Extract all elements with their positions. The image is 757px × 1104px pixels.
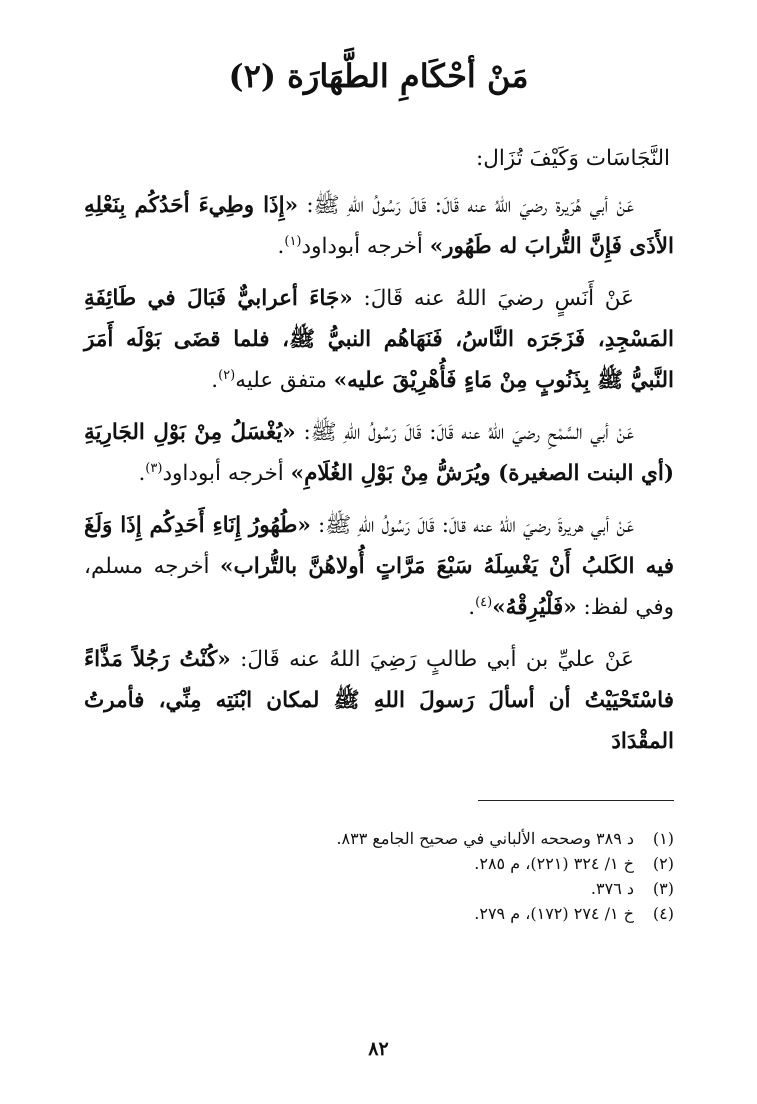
footnote-item — [84, 876, 674, 901]
footnotes — [84, 826, 674, 926]
hadith-text: «جَاءَ أعرابيٌّ فَبَالَ في طَائِفَةِ المَسْجِدِ، فَزَجَرَه النَّاسُ، فَنَهَاهُم النبيُّ ﷺ، فلما قضَى بَوْلَه أَمَرَ النَّبيُّ ﷺ بِذَنُوبٍ مِنْ مَاءٍ فَأُهْرِيْقَ عليه» — [84, 286, 674, 393]
footnote-ref: (٣) — [145, 460, 163, 476]
footnote-text: خ ١/ ٣٢٤ (٢٢١)، م ٢٨٥. — [474, 854, 634, 873]
narration: عَنْ أبي هريرةَ رضيَ اللهُ عنه قالَ: قَالَ رَسُولُ اللهِ ﷺ: — [310, 513, 635, 538]
footnote-item — [84, 851, 674, 876]
footnote-number: (٢) — [652, 854, 674, 873]
paragraph-3: عَنْ أبي السَّمْحِ رضيَ اللهُ عنه قَالَ: قَالَ رَسُولُ اللهِ ﷺ: «يُغْسَلُ مِنْ بَوْلِ الجَارِيَةِ (أي البنت الصغيرة) ويُرَشُّ مِنْ بَوْلِ الغُلَامِ» أخرجه أبوداود$^{(٣)}$. — [84, 420, 674, 486]
paragraph-4: عَنْ أبي هريرةَ رضيَ اللهُ عنه قالَ: قَالَ رَسُولُ اللهِ ﷺ: «طُهُورُ إِنَاءِ أَحَدِكُم إِذَا وَلَغَ فيه الكَلبُ أَنْ يَغْسِلَهُ سَبْعَ مَرَّاتٍ أُولاهُنَّ بالتُّراب» أخرجه مسلم، وفي لفظ: «فَلْيُرِقْهُ»$^{(٤)}$. — [84, 513, 674, 620]
footnote-text: خ ١/ ٢٧٤ (١٧٢)، م ٢٧٩. — [474, 904, 634, 923]
main-text — [84, 138, 674, 773]
footnote-item — [84, 826, 674, 851]
footnote-ref: (١) — [284, 233, 302, 249]
footnote-text: د ٣٧٦. — [590, 879, 634, 898]
hadith-text: «يُغْسَلُ مِنْ بَوْلِ الجَارِيَةِ (أي البنت الصغيرة) ويُرَشُّ مِنْ بَوْلِ الغُلَامِ» — [84, 420, 674, 486]
footnote-number: (١) — [652, 829, 674, 848]
footnote-text: د ٣٨٩ وصححه الألباني في صحيح الجامع ٨٣٣. — [336, 829, 634, 848]
section-subheading: النَّجَاسَات وَكَيْفَ تُزَال: — [476, 146, 670, 171]
footnote-item — [84, 901, 674, 926]
footnote-ref: (٤) — [475, 594, 493, 610]
narration: عَنْ أَنَسٍ رضيَ اللهُ عنه قَالَ: — [352, 286, 634, 311]
page-title: مَنْ أحْكَامِ الطَّهَارَة (٢) — [228, 57, 529, 95]
hadith-text: «كُنْتُ رَجُلاً مَذَّاءً فاسْتَحْيَيْتُ أن أسألَ رَسولَ اللهِ ﷺ لمكان ابْنَتِه مِنِّي، فأمرتُ المقْدَادَ — [84, 647, 674, 754]
hadith-text: «إِذَا وطِيءَ أحَدُكُم بِنَعْلِهِ الأَذَى فَإِنَّ التُّرابَ له طَهُور» — [84, 193, 674, 259]
paragraph-5 — [84, 639, 674, 762]
footnote-divider — [478, 800, 674, 801]
source: أخرجه أبوداود — [162, 461, 291, 486]
source: أخرجه مسلم، وفي لفظ: — [84, 554, 674, 620]
footnote-number: (٣) — [652, 879, 674, 898]
paragraph-2: عَنْ أَنَسٍ رضيَ اللهُ عنه قَالَ: «جَاءَ أعرابيٌّ فَبَالَ في طَائِفَةِ المَسْجِدِ، فَزَجَرَه النَّاسُ، فَنَهَاهُم النبيُّ ﷺ، فلما قضَى بَوْلَه أَمَرَ النَّبيُّ ﷺ بِذَنُوبٍ مِنْ مَاءٍ فَأُهْرِيْقَ عليه» متفق عليه$^{(٢)}$. — [84, 286, 674, 393]
page-number: ٨٢ — [368, 1038, 389, 1060]
source: متفق عليه — [235, 368, 334, 393]
narration: عَنْ أبي هُرَيرة رضيَ اللهُ عنه قَالَ: قَالَ رَسُولُ اللهِ ﷺ: — [298, 193, 634, 218]
footnote-number: (٤) — [652, 904, 674, 923]
hadith-text: «طُهُورُ إِنَاءِ أَحَدِكُم إِذَا وَلَغَ فيه الكَلبُ أَنْ يَغْسِلَهُ سَبْعَ مَرَّاتٍ أُولاهُنَّ بالتُّراب» — [84, 513, 674, 579]
footnote-ref: (٢) — [218, 367, 236, 383]
source: أخرجه أبوداود — [301, 234, 430, 259]
hadith-variant: «فَلْيُرِقْهُ» — [492, 595, 577, 620]
paragraph-1: عَنْ أبي هُرَيرة رضيَ اللهُ عنه قَالَ: قَالَ رَسُولُ اللهِ ﷺ: «إِذَا وطِيءَ أحَدُكُم بِنَعْلِهِ الأَذَى فَإِنَّ التُّرابَ له طَهُور» أخرجه أبوداود$^{(١)}$. — [84, 193, 674, 259]
narration: عَنْ عليِّ بن أبي طالبٍ رَضِيَ اللهُ عنه قَالَ: — [230, 647, 634, 672]
narration: عَنْ أبي السَّمْحِ رضيَ اللهُ عنه قَالَ: قَالَ رَسُولُ اللهِ ﷺ: — [295, 420, 634, 445]
